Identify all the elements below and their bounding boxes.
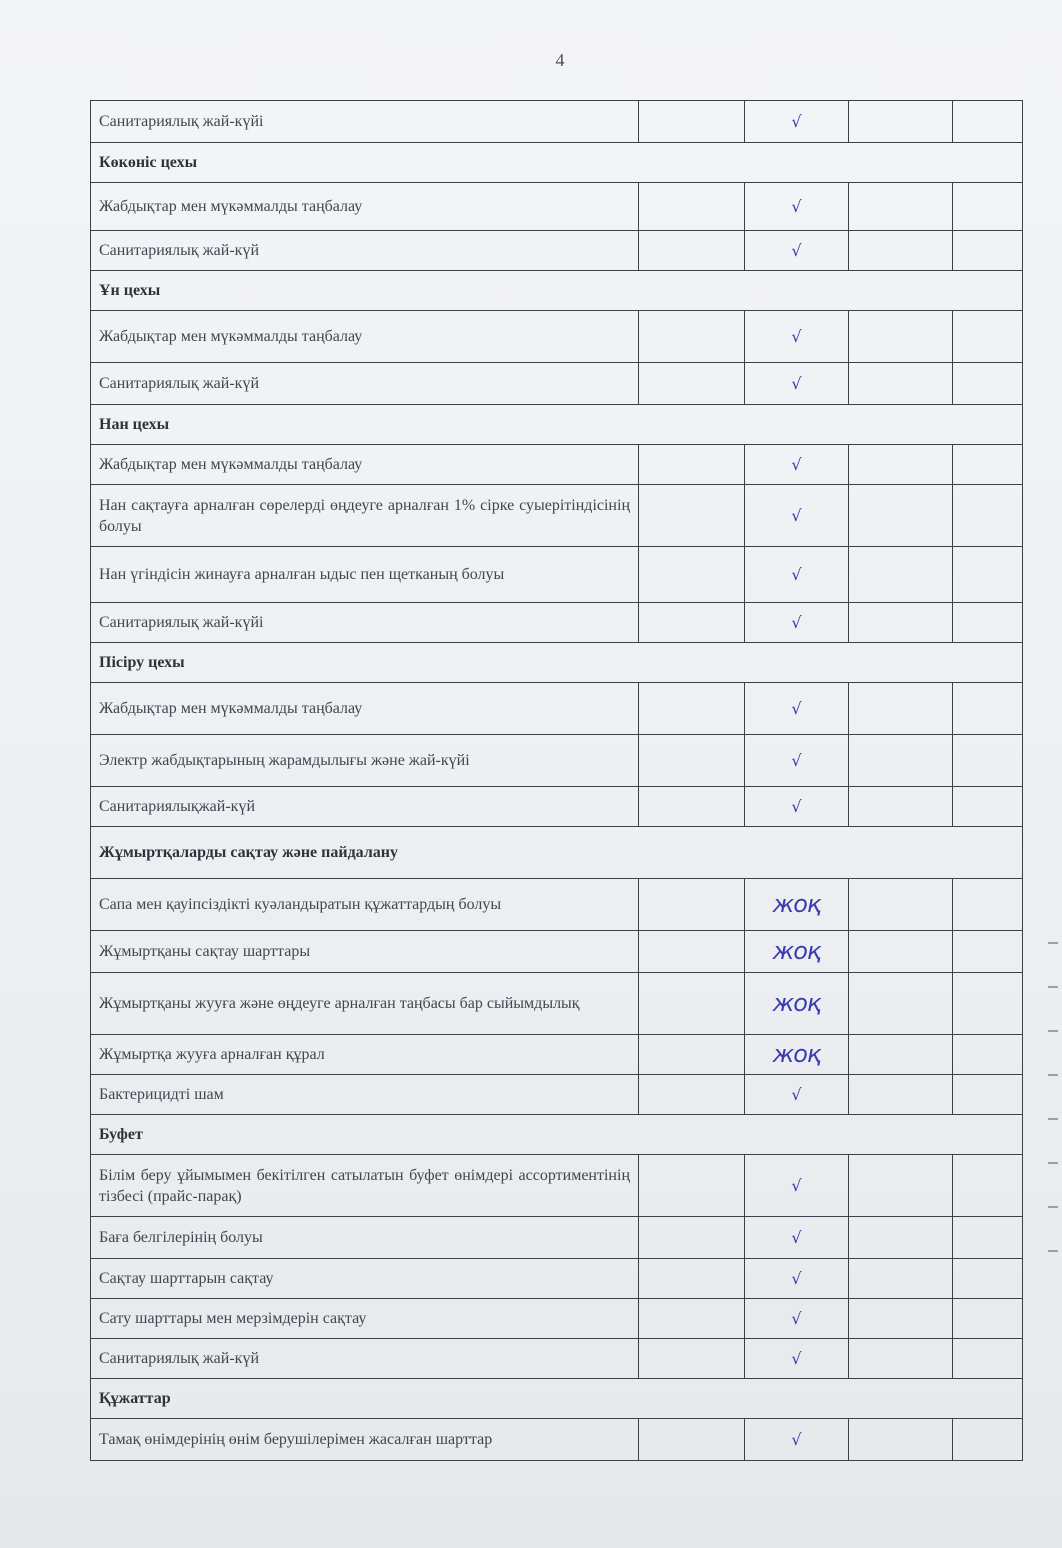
requirement-text: Жұмыртқаны жууға және өңдеуге арналған таңбасы бар сыйымдылық [91, 973, 639, 1035]
handwritten-check-mark: √ [745, 445, 849, 485]
handwritten-check-mark: √ [745, 485, 849, 547]
handwritten-no-mark: жоқ [745, 1035, 849, 1075]
checklist-row [91, 485, 1023, 547]
blank-cell [953, 1339, 1023, 1379]
handwritten-check-mark: √ [745, 1259, 849, 1299]
blank-cell [953, 683, 1023, 735]
blank-cell [639, 1075, 745, 1115]
requirement-text: Жұмыртқаны сақтау шарттары [91, 931, 639, 973]
section-row [91, 405, 1023, 445]
blank-cell [953, 879, 1023, 931]
blank-cell [639, 101, 745, 143]
checklist-row [91, 973, 1023, 1035]
handwritten-check-mark: √ [745, 311, 849, 363]
blank-cell [849, 183, 953, 231]
handwritten-check-mark: √ [745, 1217, 849, 1259]
blank-cell [639, 547, 745, 603]
section-title: Пісіру цехы [91, 643, 1023, 683]
blank-cell [953, 547, 1023, 603]
section-row [91, 643, 1023, 683]
blank-cell [953, 363, 1023, 405]
handwritten-check-mark: √ [745, 1075, 849, 1115]
blank-cell [953, 1155, 1023, 1217]
requirement-text: Санитариялық жай-күй [91, 231, 639, 271]
checklist-row [91, 735, 1023, 787]
inspection-checklist-table [90, 100, 1023, 1461]
blank-cell [849, 973, 953, 1035]
blank-cell [849, 231, 953, 271]
blank-cell [953, 1217, 1023, 1259]
blank-cell [849, 1339, 953, 1379]
blank-cell [849, 735, 953, 787]
requirement-text: Санитариялық жай-күйі [91, 101, 639, 143]
checklist-row [91, 363, 1023, 405]
checklist-row [91, 1299, 1023, 1339]
blank-cell [639, 603, 745, 643]
requirement-text: Сақтау шарттарын сақтау [91, 1259, 639, 1299]
checklist-row [91, 1217, 1023, 1259]
section-title: Жұмыртқаларды сақтау және пайдалану [91, 827, 1023, 879]
handwritten-check-mark: √ [745, 1299, 849, 1339]
requirement-text: Нан үгіндісін жинауға арналған ыдыс пен щетканың болуы [91, 547, 639, 603]
requirement-text: Нан сақтауға арналған сөрелерді өңдеуге арналған 1% сірке суыерітіндісінің болуы [91, 485, 639, 547]
blank-cell [639, 311, 745, 363]
blank-cell [849, 1075, 953, 1115]
section-title: Құжаттар [91, 1379, 1023, 1419]
requirement-text: Жабдықтар мен мүкәммалды таңбалау [91, 445, 639, 485]
requirement-text: Санитариялықжай-күй [91, 787, 639, 827]
requirement-text: Жабдықтар мен мүкәммалды таңбалау [91, 311, 639, 363]
blank-cell [953, 735, 1023, 787]
section-title: Нан цехы [91, 405, 1023, 445]
blank-cell [639, 1035, 745, 1075]
blank-cell [849, 1155, 953, 1217]
blank-cell [639, 445, 745, 485]
next-page-edge [1048, 900, 1062, 1460]
blank-cell [639, 1155, 745, 1217]
checklist-row [91, 683, 1023, 735]
blank-cell [639, 1419, 745, 1461]
checklist-row [91, 787, 1023, 827]
section-title: Ұн цехы [91, 271, 1023, 311]
blank-cell [953, 1259, 1023, 1299]
handwritten-check-mark: √ [745, 603, 849, 643]
blank-cell [953, 231, 1023, 271]
checklist-row [91, 603, 1023, 643]
handwritten-no-mark: жоқ [745, 879, 849, 931]
section-title: Буфет [91, 1115, 1023, 1155]
blank-cell [849, 311, 953, 363]
blank-cell [849, 683, 953, 735]
requirement-text: Жабдықтар мен мүкәммалды таңбалау [91, 183, 639, 231]
handwritten-check-mark: √ [745, 363, 849, 405]
checklist-row [91, 1339, 1023, 1379]
section-row [91, 1379, 1023, 1419]
blank-cell [953, 445, 1023, 485]
blank-cell [849, 363, 953, 405]
handwritten-check-mark: √ [745, 787, 849, 827]
blank-cell [849, 787, 953, 827]
handwritten-check-mark: √ [745, 683, 849, 735]
blank-cell [849, 547, 953, 603]
blank-cell [953, 1419, 1023, 1461]
blank-cell [639, 683, 745, 735]
requirement-text: Сату шарттары мен мерзімдерін сақтау [91, 1299, 639, 1339]
checklist-row [91, 1419, 1023, 1461]
blank-cell [639, 879, 745, 931]
handwritten-check-mark: √ [745, 231, 849, 271]
checklist-row [91, 1075, 1023, 1115]
handwritten-check-mark: √ [745, 1155, 849, 1217]
checklist-row [91, 101, 1023, 143]
blank-cell [953, 101, 1023, 143]
blank-cell [639, 787, 745, 827]
section-title: Көкөніс цехы [91, 143, 1023, 183]
section-row [91, 1115, 1023, 1155]
blank-cell [639, 231, 745, 271]
requirement-text: Баға белгілерінің болуы [91, 1217, 639, 1259]
blank-cell [639, 1339, 745, 1379]
checklist-row [91, 931, 1023, 973]
blank-cell [953, 1035, 1023, 1075]
requirement-text: Санитариялық жай-күйі [91, 603, 639, 643]
handwritten-check-mark: √ [745, 735, 849, 787]
blank-cell [639, 183, 745, 231]
requirement-text: Санитариялық жай-күй [91, 363, 639, 405]
blank-cell [953, 973, 1023, 1035]
handwritten-check-mark: √ [745, 547, 849, 603]
page-number: 4 [555, 50, 565, 70]
blank-cell [849, 101, 953, 143]
blank-cell [639, 931, 745, 973]
blank-cell [849, 879, 953, 931]
blank-cell [639, 735, 745, 787]
checklist-row [91, 1259, 1023, 1299]
requirement-text: Білім беру ұйымымен бекітілген сатылатын буфет өнімдері ассортиментінің тізбесі (прайс-парақ) [91, 1155, 639, 1217]
handwritten-no-mark: жоқ [745, 973, 849, 1035]
checklist-row [91, 183, 1023, 231]
requirement-text: Санитариялық жай-күй [91, 1339, 639, 1379]
blank-cell [849, 931, 953, 973]
blank-cell [849, 445, 953, 485]
blank-cell [849, 485, 953, 547]
blank-cell [953, 603, 1023, 643]
blank-cell [639, 485, 745, 547]
blank-cell [953, 1299, 1023, 1339]
checklist-row [91, 445, 1023, 485]
handwritten-check-mark: √ [745, 1419, 849, 1461]
handwritten-check-mark: √ [745, 183, 849, 231]
blank-cell [953, 1075, 1023, 1115]
blank-cell [849, 1217, 953, 1259]
requirement-text: Электр жабдықтарының жарамдылығы және жай-күйі [91, 735, 639, 787]
blank-cell [639, 973, 745, 1035]
checklist-row [91, 231, 1023, 271]
blank-cell [639, 1259, 745, 1299]
blank-cell [639, 1299, 745, 1339]
section-row [91, 143, 1023, 183]
blank-cell [849, 1419, 953, 1461]
section-row [91, 271, 1023, 311]
blank-cell [849, 1299, 953, 1339]
requirement-text: Жабдықтар мен мүкәммалды таңбалау [91, 683, 639, 735]
handwritten-check-mark: √ [745, 1339, 849, 1379]
handwritten-no-mark: жоқ [745, 931, 849, 973]
blank-cell [639, 363, 745, 405]
blank-cell [953, 485, 1023, 547]
checklist-body [91, 101, 1023, 1461]
checklist-row [91, 311, 1023, 363]
blank-cell [953, 183, 1023, 231]
blank-cell [849, 1035, 953, 1075]
blank-cell [849, 603, 953, 643]
blank-cell [953, 787, 1023, 827]
checklist-row [91, 1035, 1023, 1075]
requirement-text: Жұмыртқа жууға арналған құрал [91, 1035, 639, 1075]
requirement-text: Тамақ өнімдерінің өнім берушілерімен жасалған шарттар [91, 1419, 639, 1461]
blank-cell [639, 1217, 745, 1259]
requirement-text: Сапа мен қауіпсіздікті куәландыратын құжаттардың болуы [91, 879, 639, 931]
checklist-row [91, 1155, 1023, 1217]
handwritten-check-mark: √ [745, 101, 849, 143]
blank-cell [953, 311, 1023, 363]
section-row [91, 827, 1023, 879]
checklist-row [91, 879, 1023, 931]
blank-cell [849, 1259, 953, 1299]
checklist-row [91, 547, 1023, 603]
requirement-text: Бактерицидті шам [91, 1075, 639, 1115]
blank-cell [953, 931, 1023, 973]
